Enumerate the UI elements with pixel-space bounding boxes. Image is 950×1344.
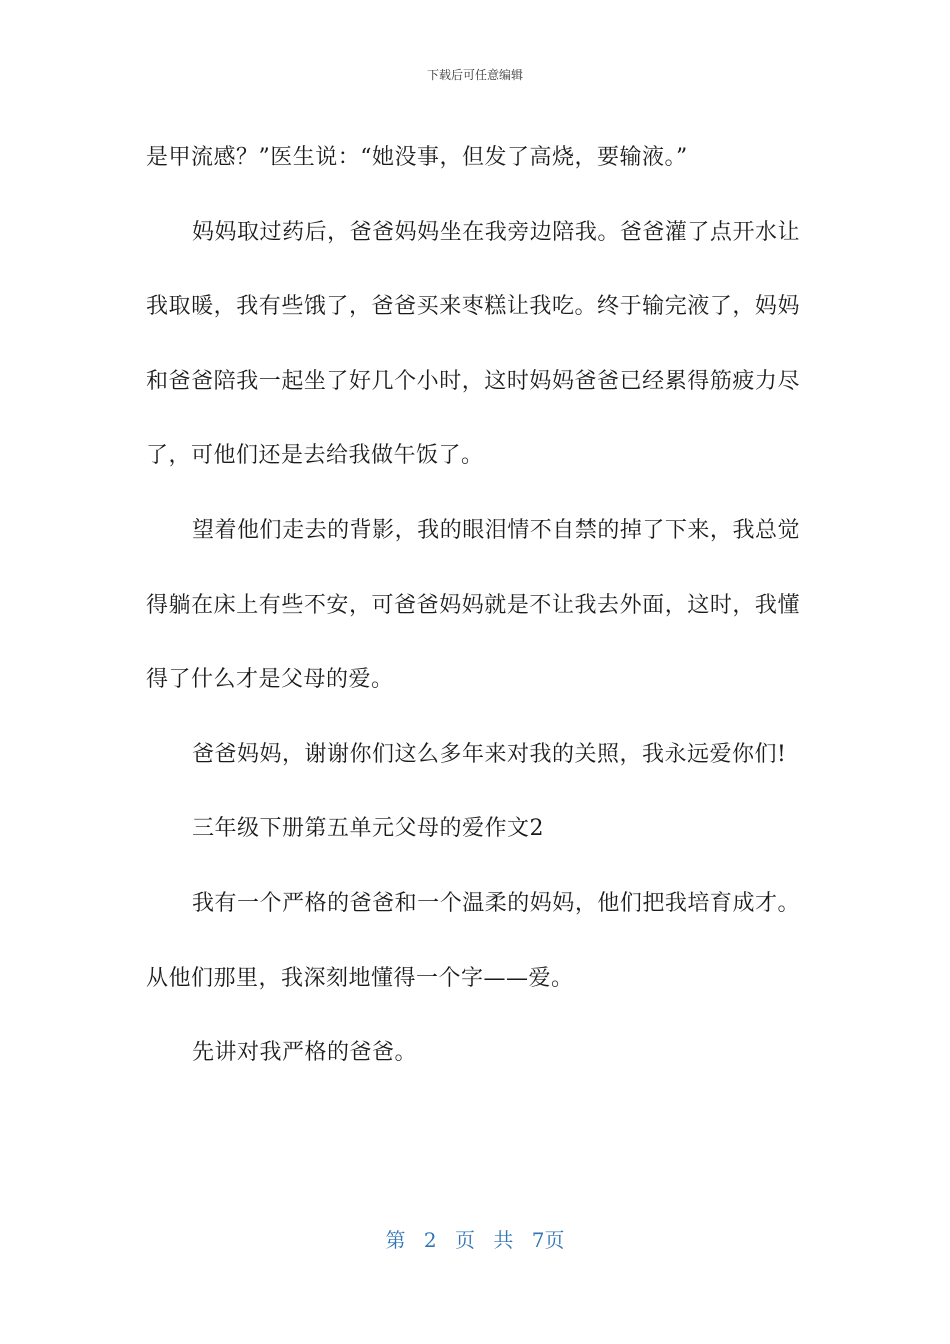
document-body (146, 121, 800, 1091)
paragraph-1: 是甲流感？”医生说：“她没事，但发了高烧，要输液。” (146, 145, 688, 170)
footer-current-page: 2 (423, 1228, 437, 1252)
footer-prefix: 第 (385, 1228, 406, 1252)
paragraph-5: 我有一个严格的爸爸和一个温柔的妈妈，他们把我培育成才。从他们那里，我深刻地懂得一个字——爱。 (146, 890, 800, 991)
footer-page-unit: 页 (455, 1228, 475, 1252)
paragraph-2: 妈妈取过药后，爸爸妈妈坐在我旁边陪我。爸爸灌了点开水让我取暖，我有些饿了，爸爸买来枣糕让我吃。终于输完液了，妈妈和爸爸陪我一起坐了好几个小时，这时妈妈爸爸已经累得筋疲力尽了，可他们还是去给我做午饭了。 (146, 219, 800, 469)
footer-total-word: 共 (493, 1228, 514, 1252)
paragraph-6: 先讲对我严格的爸爸。 (192, 1040, 418, 1066)
paragraph-4: 爸爸妈妈，谢谢你们这么多年来对我的关照，我永远爱你们! (192, 741, 787, 767)
paragraph-3: 望着他们走去的背影，我的眼泪情不自禁的掉了下来，我总觉得躺在床上有些不安，可爸爸妈妈就是不让我去外面，这时，我懂得了什么才是父母的爱。 (146, 517, 800, 693)
footer-total-pages: 7页 (531, 1228, 565, 1252)
page-footer (0, 1224, 950, 1253)
section-title: 三年级下册第五单元父母的爱作文2 (192, 816, 544, 842)
header-note: 下载后可任意编辑 (426, 68, 523, 82)
